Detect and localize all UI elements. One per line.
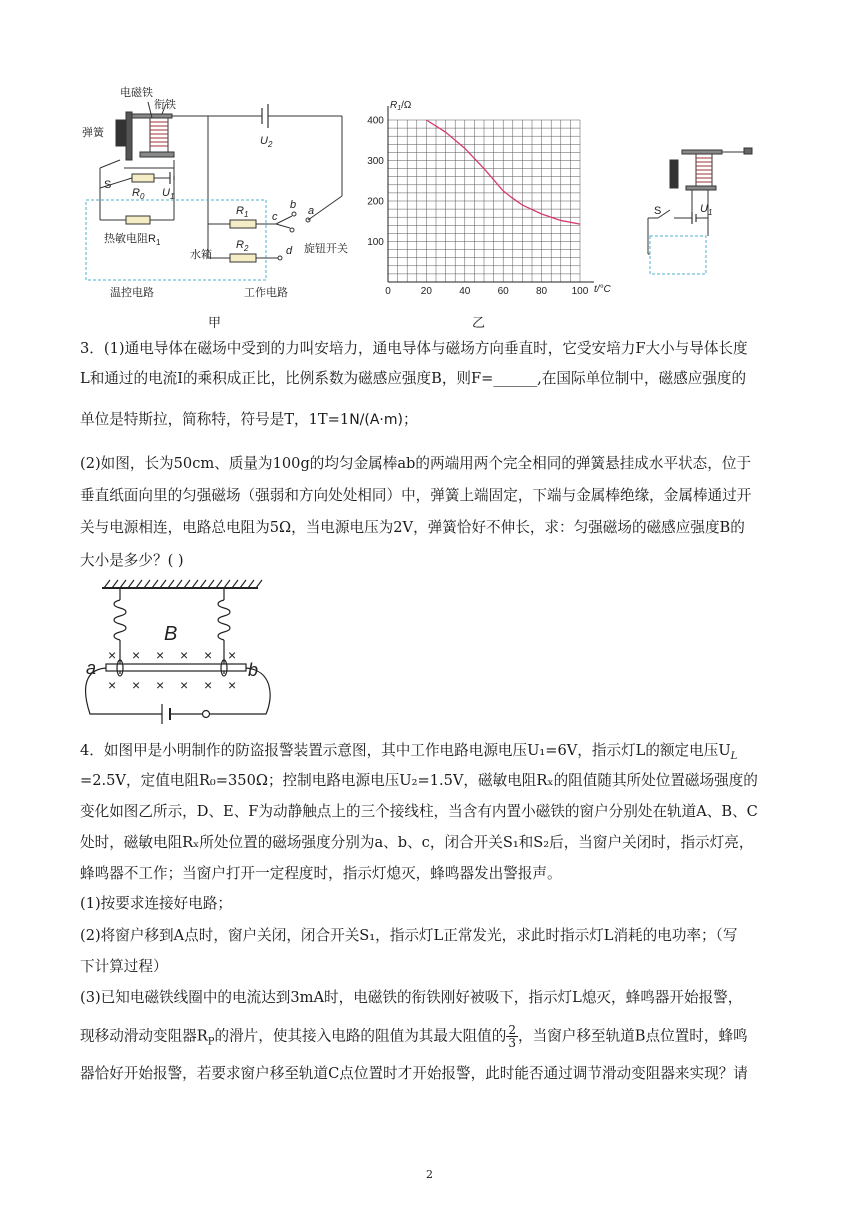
label-d: d <box>286 245 293 257</box>
figure-q3-rod <box>80 578 280 726</box>
hatch-mark <box>216 580 222 588</box>
chart-ylabel-unit: /Ω <box>401 100 412 111</box>
q4-sub2-line2: 下计算过程） <box>80 958 168 975</box>
q4-line5: 蜂鸣器不工作；当窗户打开一定程度时，指示灯熄灭，蜂鸣器发出警报声。 <box>80 865 562 882</box>
label-electromagnet: 电磁铁 <box>120 87 153 99</box>
svg-text:热敏电阻R1 <box>104 231 161 247</box>
chart-x-tick-label: 60 <box>497 286 509 296</box>
q4-line1-text: 4．如图甲是小明制作的防盗报警装置示意图，其中工作电路电源电压U₁=6V，指示灯L的额定电压U <box>80 742 731 759</box>
label-thermistor-sub: 1 <box>155 238 161 247</box>
chart-x-tick-label: 100 <box>571 286 589 296</box>
label-u2: U <box>260 135 268 147</box>
hatch-mark <box>256 580 262 588</box>
hatch-mark <box>208 580 214 588</box>
svg-text:U1 <box>162 187 174 201</box>
chart-ylabel-sub: 1 <box>397 105 402 112</box>
hatch-mark <box>232 580 238 588</box>
hatch-mark <box>152 580 158 588</box>
q4-sub3-line2 <box>80 1024 748 1053</box>
hatch-mark <box>248 580 254 588</box>
field-cross-mark: × <box>228 647 237 663</box>
hatch-mark <box>136 580 142 588</box>
label-u2-sub: 2 <box>267 140 273 149</box>
svg-text:R1 <box>236 205 248 219</box>
hatch-mark <box>192 580 198 588</box>
q4-line1 <box>80 740 737 768</box>
label-r1-sub: 1 <box>243 210 249 219</box>
svg-text:U2 <box>260 135 273 149</box>
label-work-circuit: 工作电路 <box>244 287 288 299</box>
q4-sub3-line2-c: ，当窗户移至轨道B点位置时，蜂鸣 <box>518 1027 748 1045</box>
field-cross-mark: × <box>180 647 189 663</box>
q4-line1-sub: L <box>730 750 738 762</box>
q3-fig-b: b <box>248 660 259 680</box>
figure-right-circuit <box>630 140 760 280</box>
hatch-mark <box>144 580 150 588</box>
hatch-mark <box>200 580 206 588</box>
label-r2-sub: 2 <box>243 244 249 253</box>
field-cross-mark: × <box>204 677 213 693</box>
label-r0: R <box>132 187 140 199</box>
label-temp-circuit: 温控电路 <box>110 287 154 299</box>
hatch-mark <box>104 580 110 588</box>
hatch-mark <box>168 580 174 588</box>
field-cross-mark: × <box>228 677 237 693</box>
chart-x-tick-label: 20 <box>420 286 432 296</box>
chart-y-tick-label: 200 <box>367 196 384 208</box>
q3-p1-line3-b: ； <box>402 411 418 428</box>
hatch-mark <box>184 580 190 588</box>
label-u1: U <box>162 187 170 199</box>
q3-fig-B: B <box>164 623 178 645</box>
fraction-den: 3 <box>508 1036 517 1050</box>
hatch-mark <box>240 580 246 588</box>
chart-y-tick-label: 100 <box>367 237 384 248</box>
right-label-u1: U <box>700 203 708 215</box>
q3-p1-unit: N/(A·m) <box>349 412 403 428</box>
field-cross-mark: × <box>204 647 213 663</box>
figure-yi-chart <box>360 96 628 296</box>
chart-ylabel <box>390 100 412 112</box>
q3-p1-line2: L和通过的电流I的乘积成正比，比例系数为磁感应强度B，则F=______,在国际单位制中，磁感应强度的 <box>80 370 747 387</box>
q3-p1-line1: 3．(1)通电导体在磁场中受到的力叫安培力，通电导体与磁场方向垂直时，它受安培力F大小与导体长度 <box>80 340 748 357</box>
field-cross-mark: × <box>132 677 141 693</box>
chart-x-tick-label: 40 <box>459 286 471 296</box>
chart-xlabel: t/°C <box>594 284 611 295</box>
label-r2: R <box>236 239 244 251</box>
hatch-mark <box>224 580 230 588</box>
hatch-mark <box>160 580 166 588</box>
chart-ylabel-r: R <box>390 100 398 111</box>
q4-sub1: (1)按要求连接好电路； <box>80 895 233 912</box>
q3-p2-line4: 大小是多少？( ) <box>80 552 184 569</box>
field-cross-mark: × <box>108 677 117 693</box>
label-r0-sub: 0 <box>139 192 145 201</box>
label-spring: 弹簧 <box>82 127 104 139</box>
fraction-num: 2 <box>508 1023 517 1037</box>
label-rotary-switch: 旋钮开关 <box>304 243 348 255</box>
hatch-mark <box>128 580 134 588</box>
svg-text:U1 <box>700 203 712 217</box>
chart-y-tick-label: 300 <box>367 156 384 167</box>
caption-yi: 乙 <box>472 316 486 331</box>
label-b: b <box>290 199 297 211</box>
q3-p1-line3-a: 单位是特斯拉，简称特，符号是T，1T=1 <box>80 411 350 428</box>
hatch-mark <box>112 580 118 588</box>
q3-p1-line3 <box>80 409 418 431</box>
q4-line3: 变化如图乙所示，D、E、F为动静触点上的三个接线柱，当含有内置小磁铁的窗户分别处在轨道A、B、C <box>80 803 758 820</box>
q4-sub3-line2-sub: P <box>207 1036 215 1048</box>
field-cross-mark: × <box>156 647 165 663</box>
q3-p2-line1: (2)如图，长为50cm、质量为100g的均匀金属棒ab的两端用两个完全相同的弹簧悬挂成水平状态，位于 <box>80 455 752 472</box>
q4-sub3-line2-b: 的滑片，使其接入电路的阻值为其最大阻值的 <box>214 1027 507 1045</box>
label-c: c <box>272 211 278 223</box>
label-u1-sub: 1 <box>169 192 175 201</box>
label-armature: 衔铁 <box>154 99 176 111</box>
q4-sub3-line2-a: 现移动滑动变阻器R <box>80 1027 208 1045</box>
label-r1: R <box>236 205 244 217</box>
caption-jia: 甲 <box>208 316 222 331</box>
figure-jia <box>80 84 370 316</box>
q4-line4: 处时，磁敏电阻Rₓ所处位置的磁场强度分别为a、b、c，闭合开关S₁和S₂后，当窗户关闭时，指示灯亮， <box>80 834 754 851</box>
field-cross-mark: × <box>156 677 165 693</box>
hatch-mark <box>176 580 182 588</box>
right-label-s: S <box>654 205 662 217</box>
q4-sub3-line1: (3)已知电磁铁线圈中的电流达到3mA时，电磁铁的衔铁刚好被吸下，指示灯L熄灭，蜂鸣器开始报警， <box>80 989 743 1006</box>
q3-p2-line2: 垂直纸面向里的匀强磁场（强弱和方向处处相同）中，弹簧上端固定，下端与金属棒绝缘，金属棒通过开 <box>80 487 752 504</box>
svg-text:R0 <box>132 187 145 201</box>
chart-x-tick-label: 80 <box>536 286 548 296</box>
page-number: 2 <box>426 1168 433 1181</box>
label-thermistor: 热敏电阻R <box>104 233 156 245</box>
field-cross-mark: × <box>108 647 117 663</box>
field-cross-mark: × <box>180 677 189 693</box>
q3-p2-line3: 关与电源相连，电路总电阻为5Ω，当电源电压为2V，弹簧恰好不伸长，求：匀强磁场的磁感应强度B的 <box>80 519 745 536</box>
hatch-mark <box>120 580 126 588</box>
right-label-u1-sub: 1 <box>707 208 713 217</box>
chart-x-tick-label: 0 <box>385 286 391 296</box>
label-a: a <box>308 205 315 217</box>
q4-sub3-line3: 器恰好开始报警，若要求窗户移至轨道C点位置时才开始报警，此时能否通过调节滑动变阻器来实现？请 <box>80 1065 748 1082</box>
svg-text:R2 <box>236 239 249 253</box>
label-water-tank: 水箱 <box>190 249 212 261</box>
q4-sub2-line1: (2)将窗户移到A点时，窗户关闭，闭合开关S₁，指示灯L正常发光，求此时指示灯L消耗的电功率；（写 <box>80 927 738 944</box>
q3-fig-a: a <box>86 658 97 678</box>
fraction-two-thirds <box>506 1024 518 1049</box>
q4-line2: =2.5V，定值电阻R₀=350Ω；控制电路电源电压U₂=1.5V，磁敏电阻Rₓ的阻值随其所处位置磁场强度的 <box>80 772 758 789</box>
chart-y-tick-label: 400 <box>367 115 384 127</box>
field-cross-mark: × <box>132 647 141 663</box>
label-switch-s: S <box>104 179 112 191</box>
